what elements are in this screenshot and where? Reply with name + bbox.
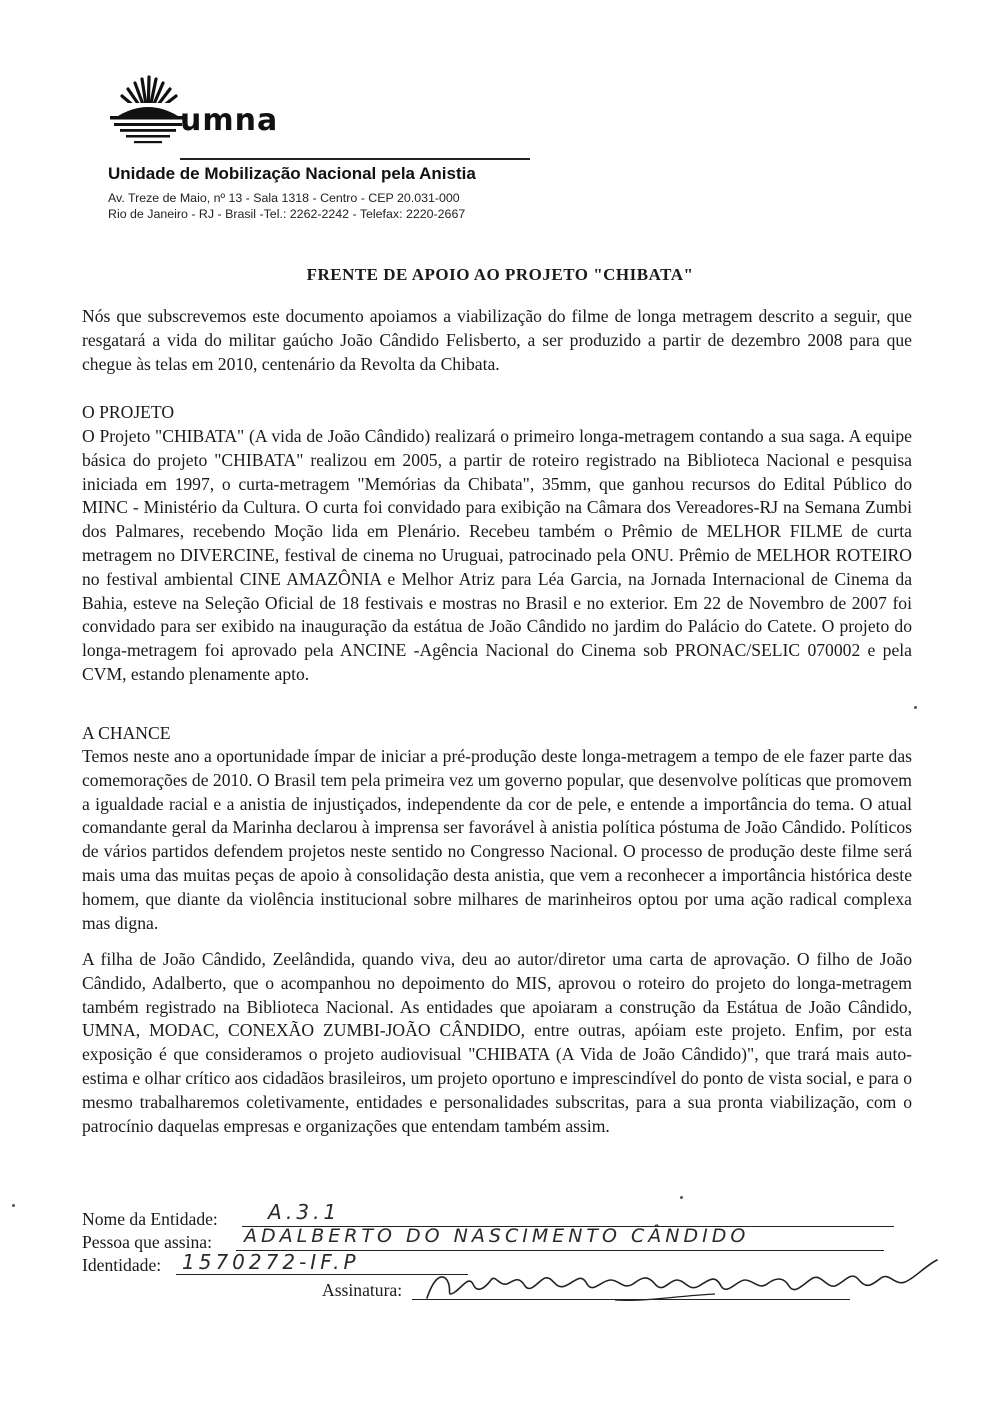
signer-label: Pessoa que assina: [82,1232,212,1252]
address-line-1: Av. Treze de Maio, nº 13 - Sala 1318 - Centro - CEP 20.031-000 [108,191,460,205]
scan-speck [914,706,917,709]
entity-label: Nome da Entidade: [82,1209,218,1229]
id-value[interactable]: 1570272-IF.P [182,1250,360,1274]
entity-value[interactable]: A.3.1 [268,1200,341,1224]
signature-label: Assinatura: [322,1280,403,1300]
document-title: FRENTE DE APOIO AO PROJETO "CHIBATA" [306,265,694,284]
section-heading-projeto: O PROJETO [82,402,175,422]
id-label: Identidade: [82,1255,162,1275]
organization-name: Unidade de Mobilização Nacional pela Anistia [108,164,476,183]
letterhead-divider [180,158,530,160]
closing-paragraph: A filha de João Cândido, Zeelândida, quando viva, deu ao autor/diretor uma carta de aprovação. O filho de João Cândido, Adalberto, que o acompanhou no depoimento do MIS, aprovou o roteiro do projeto do longa-metragem também registrado na Biblioteca Nacional. As entidades que apoiaram a construção da Estátua de João Cândido, UMNA, MODAC, CONEXÃO ZUMBI-JOÃO CÂNDIDO, entre outras, apóiam este projeto. Enfim, por esta exposição é que consideramos o projeto audiovisual "CHIBATA (A Vida de João Cândido)", que trará mais auto-estima e olhar crítico aos cidadãos brasileiros, um projeto oportuno e imprescindível do ponto de vista social, e para o mesmo trabalharemos coletivamente, entidades e personalidades subscritas, para a sua pronta viabilização, com o patrocínio daquelas empresas e organizações que entendam também assim. [82,949,912,1136]
brand-wordmark: umna [180,103,279,138]
scan-speck [12,1204,15,1207]
scan-speck [680,1196,683,1199]
intro-paragraph: Nós que subscrevemos este documento apoiamos a viabilização do filme de longa metragem descrito a seguir, que resgatará a vida do militar gaúcho João Cândido Felisberto, a ser produzido a partir de dezembro 2008 para que chegue às telas em 2010, centenário da Revolta da Chibata. [82,306,912,374]
address-line-2: Rio de Janeiro - RJ - Brasil -Tel.: 2262-2242 - Telefax: 2220-2667 [108,207,466,221]
section-text-projeto: O Projeto "CHIBATA" (A vida de João Cândido) realizará o primeiro longa-metragem contando a sua saga. A equipe básica do projeto "CHIBATA" realizou em 2005, a partir de roteiro registrado na Biblioteca Nacional e pesquisa iniciada em 1997, o curta-metragem "Memórias da Chibata", 35mm, que ganhou recursos do Edital Público do MINC - Ministério da Cultura. O curta foi convidado para exibição na Câmara dos Vereadores-RJ na Semana Zumbi dos Palmares, recebendo Moção lida em Plenário. Recebeu também o Prêmio de MELHOR FILME de curta metragem no DIVERCINE, festival de cinema no Uruguai, patrocinado pela ONU. Prêmio de MELHOR ROTEIRO no festival ambiental CINE AMAZÔNIA e Melhor Atriz para Léa Garcia, na Jornada Internacional de Cinema da Bahia, esteve na Seleção Oficial de 18 festivais e mostras no Brasil e no exterior. Em 22 de Novembro de 2007 foi convidado para ser exibido na inauguração da estátua de João Cândido no jardim do Palácio do Catete. O projeto do longa-metragem foi aprovado pela ANCINE -Agência Nacional do Cinema sob PRONAC/SELIC 070002 e pela CVM, estando plenamente apto. [82,426,912,684]
sunrise-logo-icon [108,72,188,168]
handwritten-signature[interactable] [415,1250,955,1310]
signer-value[interactable]: ADALBERTO DO NASCIMENTO CÂNDIDO [244,1225,750,1247]
section-heading-chance: A CHANCE [82,723,171,743]
section-text-chance: Temos neste ano a oportunidade ímpar de iniciar a pré-produção deste longa-metragem a tempo de ele fazer parte das comemorações de 2010. O Brasil tem pela primeira vez um governo popular, que desenvolve políticas que promovem a igualdade racial e a anistia de injustiçados, independente da cor de pele, e entende a importância do tema. O atual comandante geral da Marinha declarou à imprensa ser favorável à anistia política póstuma de João Cândido. Políticos de vários partidos defendem projetos neste sentido no Congresso Nacional. O processo de produção deste filme será mais uma das muitas peças de apoio à consolidação desta anistia, que vem a reconhecer a importância histórica deste homem, que diante da violência institucional sobre milhares de marinheiros optou por uma ação radical complexa mas digna. [82,746,912,933]
